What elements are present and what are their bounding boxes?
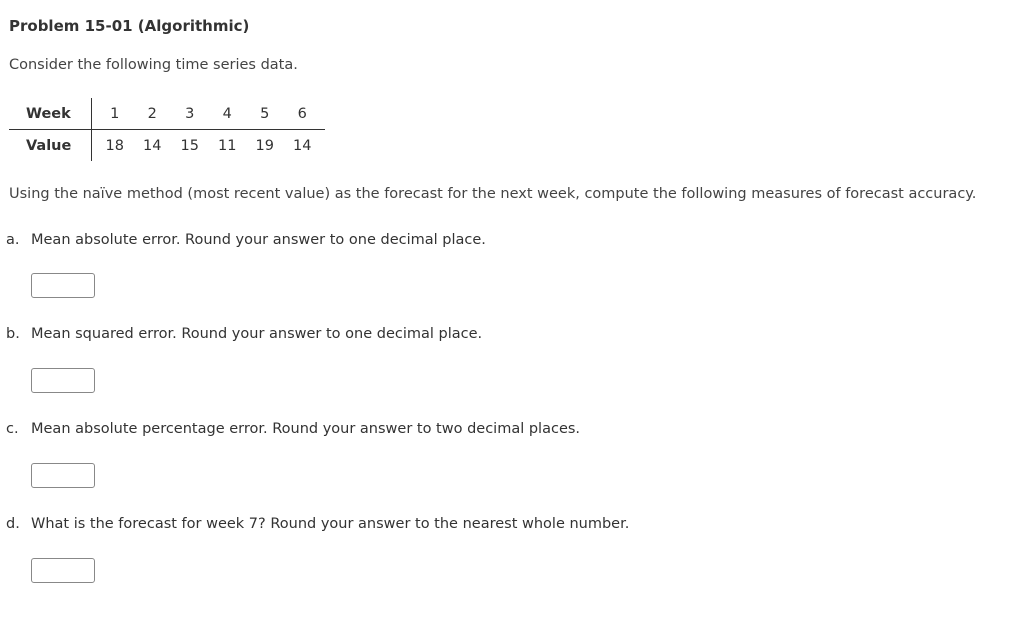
question-a (6, 232, 486, 248)
question-d (6, 516, 629, 532)
question-letter: c. (6, 421, 19, 437)
week-cell: 4 (209, 98, 247, 130)
value-cell: 19 (255, 137, 274, 154)
question-text: Mean absolute percentage error. Round your answer to two decimal places. (31, 421, 581, 437)
question-text: Mean absolute error. Round your answer to one decimal place. (31, 232, 486, 248)
value-row (9, 130, 325, 162)
question-letter: b. (6, 326, 20, 342)
value-header: Value (9, 130, 92, 162)
question-letter: a. (6, 232, 20, 248)
problem-intro: Consider the following time series data. (9, 57, 298, 73)
value-cell: 15 (180, 137, 199, 154)
week-cell: 5 (246, 98, 284, 130)
answer-input-b[interactable] (31, 368, 95, 393)
week-header: Week (9, 98, 92, 130)
question-text: What is the forecast for week 7? Round your answer to the nearest whole number. (31, 516, 630, 532)
question-text: Mean squared error. Round your answer to one decimal place. (31, 326, 483, 342)
question-letter: d. (6, 516, 20, 532)
answer-input-c[interactable] (31, 463, 95, 488)
week-cell: 6 (284, 98, 326, 130)
week-cell: 2 (134, 98, 172, 130)
answer-input-a[interactable] (31, 273, 95, 298)
week-cell: 1 (92, 98, 134, 130)
week-cell: 3 (171, 98, 209, 130)
time-series-table (9, 98, 325, 161)
value-cell: 11 (218, 137, 237, 154)
week-row (9, 98, 325, 130)
answer-input-d[interactable] (31, 558, 95, 583)
value-cell: 14 (293, 137, 312, 154)
problem-title: Problem 15-01 (Algorithmic) (9, 17, 250, 35)
problem-instruction: Using the naïve method (most recent value) as the forecast for the next week, compute the following measures of forecast accuracy. (9, 186, 977, 202)
value-cell: 14 (143, 137, 162, 154)
question-b (6, 326, 482, 342)
value-cell: 18 (105, 137, 124, 154)
question-c (6, 421, 580, 437)
